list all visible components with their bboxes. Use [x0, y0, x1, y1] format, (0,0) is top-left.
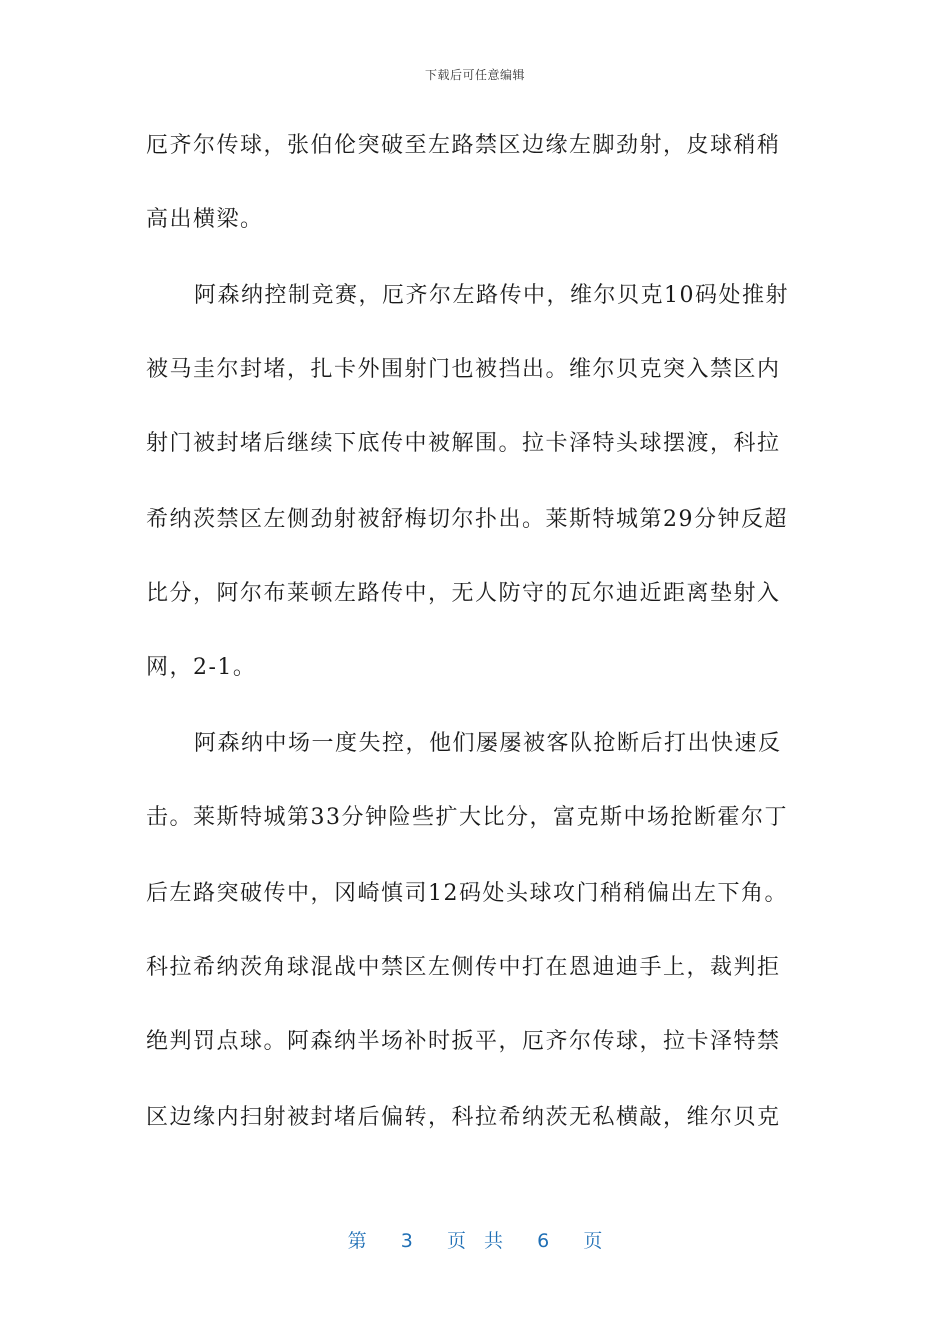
- body-line: 后左路突破传中，冈崎慎司12码处头球攻门稍稍偏出左下角。: [146, 881, 788, 906]
- page-footer: [0, 1226, 950, 1253]
- body-line: 射门被封堵后继续下底传中被解围。拉卡泽特头球摆渡，科拉: [146, 431, 781, 456]
- footer-current-page: 3: [400, 1230, 413, 1252]
- body-line: 厄齐尔传球，张伯伦突破至左路禁区边缘左脚劲射，皮球稍稍: [146, 133, 781, 158]
- body-line: 科拉希纳茨角球混战中禁区左侧传中打在恩迪迪手上，裁判拒: [146, 955, 781, 980]
- footer-page-label: 第: [347, 1230, 367, 1252]
- body-line: 网，2-1。: [146, 655, 257, 680]
- body-line: 高出横梁。: [146, 207, 264, 232]
- body-line: 击。莱斯特城第33分钟险些扩大比分，富克斯中场抢断霍尔丁: [146, 805, 788, 830]
- footer-total-label-end: 页: [583, 1230, 603, 1252]
- body-line: 被马圭尔封堵，扎卡外围射门也被挡出。维尔贝克突入禁区内: [146, 357, 781, 382]
- body-line: 区边缘内扫射被封堵后偏转，科拉希纳茨无私横敲，维尔贝克: [146, 1105, 781, 1130]
- footer-total-label: 共: [484, 1230, 504, 1252]
- footer-total-pages: 6: [537, 1230, 550, 1252]
- header-note: 下载后可任意编辑: [424, 68, 525, 82]
- paragraph-start-line: 阿森纳控制竞赛，厄齐尔左路传中，维尔贝克10码处推射: [194, 283, 789, 308]
- body-line: 绝判罚点球。阿森纳半场补时扳平，厄齐尔传球，拉卡泽特禁: [146, 1029, 781, 1054]
- footer-page-label-end: 页: [446, 1230, 466, 1252]
- paragraph-start-line: 阿森纳中场一度失控，他们屡屡被客队抢断后打出快速反: [194, 731, 782, 756]
- body-line: 希纳茨禁区左侧劲射被舒梅切尔扑出。莱斯特城第29分钟反超: [146, 507, 788, 532]
- body-line: 比分，阿尔布莱顿左路传中，无人防守的瓦尔迪近距离垫射入: [146, 581, 781, 606]
